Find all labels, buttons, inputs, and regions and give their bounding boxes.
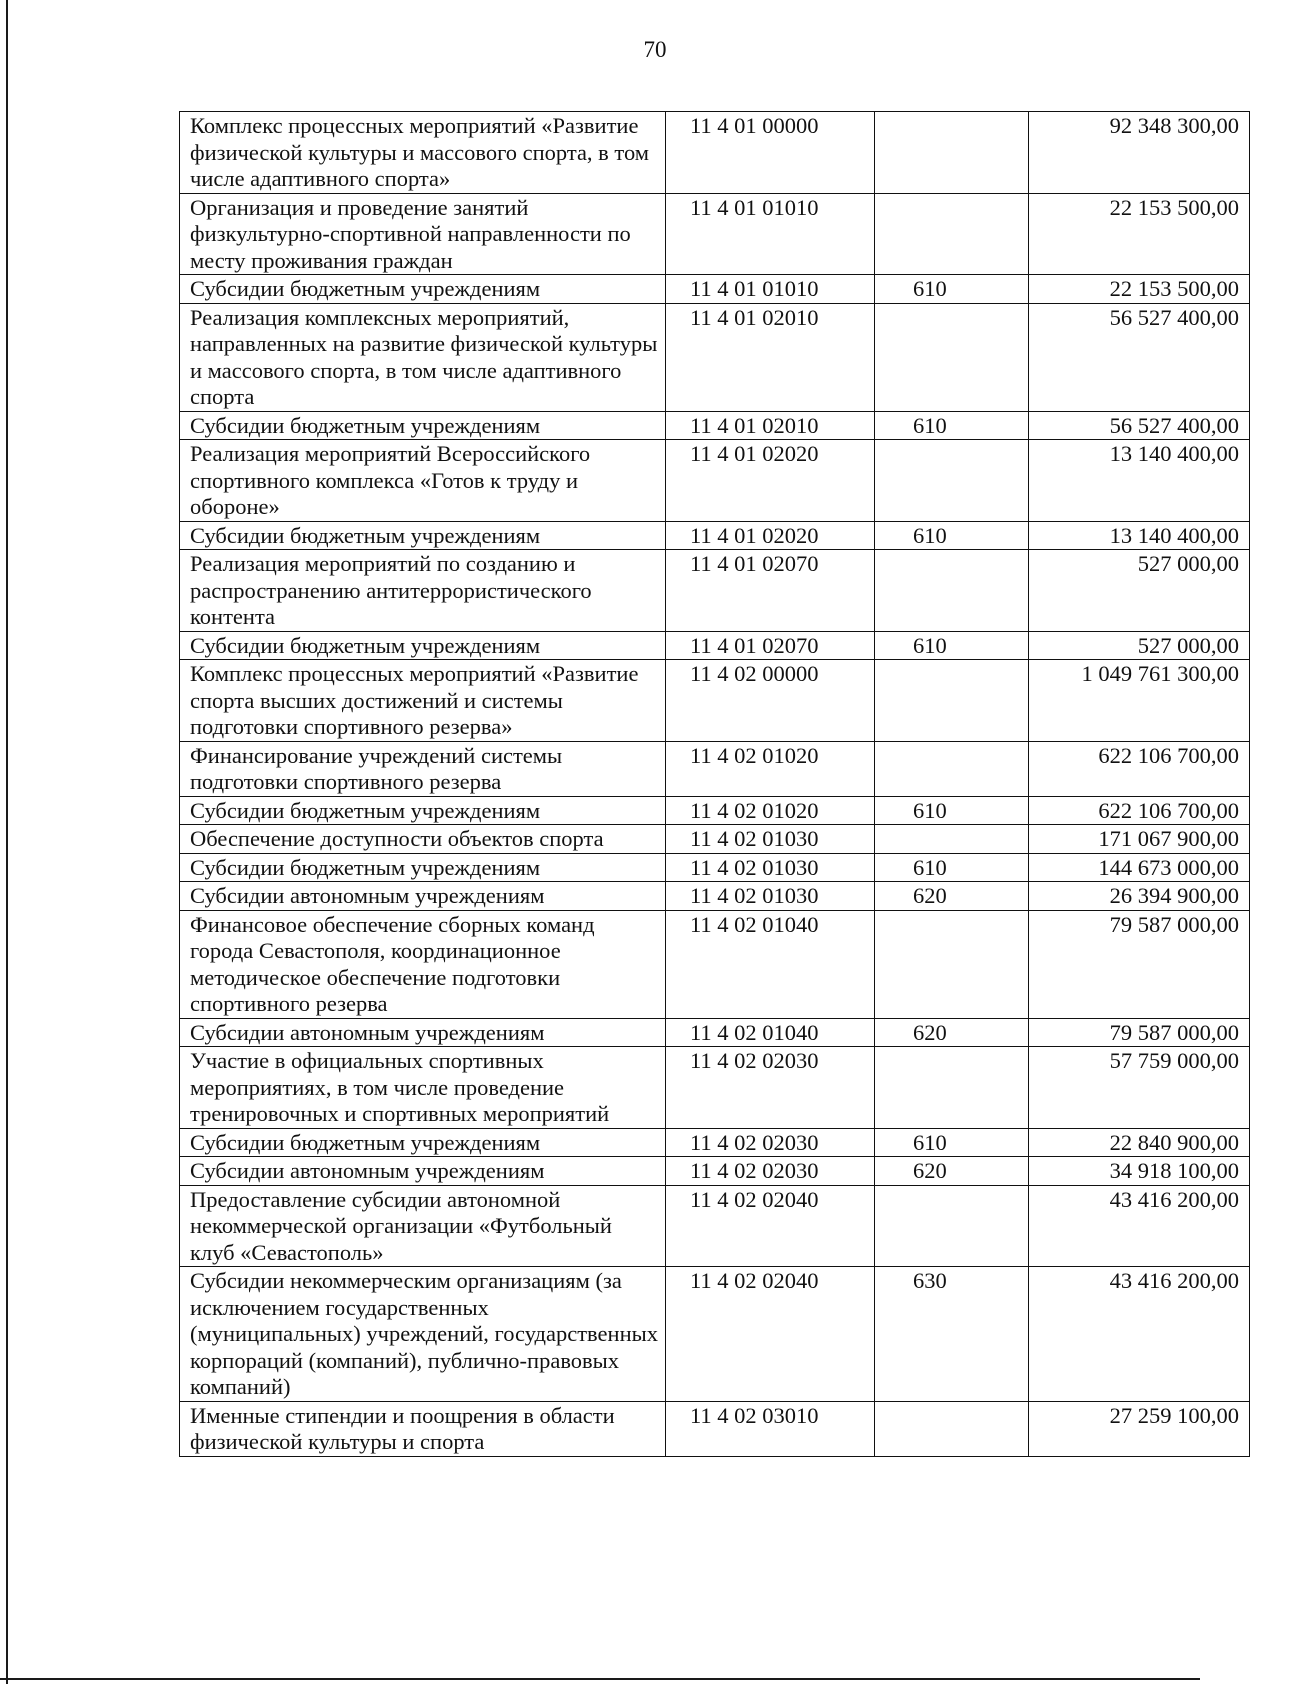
expense-name-cell: Субсидии некоммерческим организациям (за исключением государственных (муниципальных) учреждений, государственных корпораций (компаний), публично-правовых компаний) [180, 1267, 666, 1402]
table-row [180, 440, 1250, 522]
target-article-code-cell: 11 4 02 02040 [666, 1267, 875, 1402]
table-row [180, 1157, 1250, 1186]
expense-name-cell: Участие в официальных спортивных мероприятиях, в том числе проведение тренировочных и спортивных мероприятий [180, 1047, 666, 1129]
table-row [180, 550, 1250, 632]
expense-name-cell: Финансовое обеспечение сборных команд города Севастополя, координационное методическое обеспечение подготовки спортивного резерва [180, 910, 666, 1018]
table-row [180, 275, 1250, 304]
expense-name-cell: Финансирование учреждений системы подготовки спортивного резерва [180, 741, 666, 796]
expense-type-cell [875, 550, 1029, 632]
expense-name-cell: Реализация комплексных мероприятий, направленных на развитие физической культуры и массового спорта, в том числе адаптивного спорта [180, 303, 666, 411]
expense-type-cell: 630 [875, 1267, 1029, 1402]
target-article-code-cell: 11 4 02 01020 [666, 796, 875, 825]
expense-name-cell: Предоставление субсидии автономной некоммерческой организации «Футбольный клуб «Севастополь» [180, 1185, 666, 1267]
expense-name-cell: Реализация мероприятий Всероссийского спортивного комплекса «Готов к труду и обороне» [180, 440, 666, 522]
target-article-code-cell: 11 4 01 00000 [666, 112, 875, 194]
expense-type-cell [875, 440, 1029, 522]
table-row [180, 112, 1250, 194]
scan-border-bottom [0, 1678, 1200, 1680]
amount-cell: 144 673 000,00 [1029, 853, 1250, 882]
table-row [180, 303, 1250, 411]
table-row [180, 660, 1250, 742]
expense-type-cell: 610 [875, 631, 1029, 660]
amount-cell: 22 153 500,00 [1029, 193, 1250, 275]
amount-cell: 34 918 100,00 [1029, 1157, 1250, 1186]
target-article-code-cell: 11 4 02 01040 [666, 910, 875, 1018]
table-row [180, 1185, 1250, 1267]
expense-name-cell: Субсидии бюджетным учреждениям [180, 631, 666, 660]
target-article-code-cell: 11 4 02 01040 [666, 1018, 875, 1047]
amount-cell: 13 140 400,00 [1029, 521, 1250, 550]
amount-cell: 79 587 000,00 [1029, 1018, 1250, 1047]
amount-cell: 43 416 200,00 [1029, 1267, 1250, 1402]
expense-name-cell: Субсидии автономным учреждениям [180, 1157, 666, 1186]
expense-type-cell [875, 303, 1029, 411]
expense-type-cell: 610 [875, 1128, 1029, 1157]
table-row [180, 411, 1250, 440]
table-row [180, 1401, 1250, 1456]
table-row [180, 193, 1250, 275]
table-row [180, 796, 1250, 825]
target-article-code-cell: 11 4 02 01030 [666, 882, 875, 911]
target-article-code-cell: 11 4 01 02070 [666, 550, 875, 632]
expense-name-cell: Реализация мероприятий по созданию и распространению антитеррористического контента [180, 550, 666, 632]
table-row [180, 741, 1250, 796]
target-article-code-cell: 11 4 02 02030 [666, 1157, 875, 1186]
expense-type-cell: 610 [875, 521, 1029, 550]
expense-name-cell: Субсидии бюджетным учреждениям [180, 796, 666, 825]
amount-cell: 527 000,00 [1029, 550, 1250, 632]
expense-type-cell: 620 [875, 882, 1029, 911]
table-row [180, 1047, 1250, 1129]
amount-cell: 57 759 000,00 [1029, 1047, 1250, 1129]
amount-cell: 622 106 700,00 [1029, 741, 1250, 796]
expense-type-cell [875, 660, 1029, 742]
table-row [180, 521, 1250, 550]
expense-type-cell [875, 1185, 1029, 1267]
target-article-code-cell: 11 4 01 01010 [666, 275, 875, 304]
table-row [180, 910, 1250, 1018]
expense-type-cell: 620 [875, 1157, 1029, 1186]
target-article-code-cell: 11 4 02 00000 [666, 660, 875, 742]
table-row [180, 1018, 1250, 1047]
amount-cell: 43 416 200,00 [1029, 1185, 1250, 1267]
target-article-code-cell: 11 4 02 01020 [666, 741, 875, 796]
expense-name-cell: Обеспечение доступности объектов спорта [180, 825, 666, 854]
page-number: 70 [643, 37, 667, 62]
amount-cell: 27 259 100,00 [1029, 1401, 1250, 1456]
expense-name-cell: Субсидии бюджетным учреждениям [180, 853, 666, 882]
target-article-code-cell: 11 4 02 02030 [666, 1047, 875, 1129]
expense-name-cell: Комплекс процессных мероприятий «Развитие спорта высших достижений и системы подготовки спортивного резерва» [180, 660, 666, 742]
expense-type-cell: 610 [875, 796, 1029, 825]
amount-cell: 26 394 900,00 [1029, 882, 1250, 911]
amount-cell: 622 106 700,00 [1029, 796, 1250, 825]
table-row [180, 882, 1250, 911]
amount-cell: 13 140 400,00 [1029, 440, 1250, 522]
expense-type-cell: 610 [875, 411, 1029, 440]
expense-type-cell [875, 1401, 1029, 1456]
table-row [180, 631, 1250, 660]
expense-name-cell: Субсидии бюджетным учреждениям [180, 1128, 666, 1157]
target-article-code-cell: 11 4 02 01030 [666, 825, 875, 854]
target-article-code-cell: 11 4 02 01030 [666, 853, 875, 882]
amount-cell: 527 000,00 [1029, 631, 1250, 660]
expense-type-cell: 610 [875, 853, 1029, 882]
amount-cell: 79 587 000,00 [1029, 910, 1250, 1018]
expense-name-cell: Субсидии автономным учреждениям [180, 882, 666, 911]
budget-table-body [180, 112, 1250, 1457]
expense-name-cell: Субсидии автономным учреждениям [180, 1018, 666, 1047]
amount-cell: 22 840 900,00 [1029, 1128, 1250, 1157]
expense-name-cell: Субсидии бюджетным учреждениям [180, 275, 666, 304]
target-article-code-cell: 11 4 02 03010 [666, 1401, 875, 1456]
target-article-code-cell: 11 4 01 01010 [666, 193, 875, 275]
target-article-code-cell: 11 4 02 02030 [666, 1128, 875, 1157]
expense-name-cell: Субсидии бюджетным учреждениям [180, 411, 666, 440]
target-article-code-cell: 11 4 01 02010 [666, 411, 875, 440]
amount-cell: 1 049 761 300,00 [1029, 660, 1250, 742]
expense-type-cell: 610 [875, 275, 1029, 304]
budget-table [179, 111, 1250, 1457]
target-article-code-cell: 11 4 01 02020 [666, 521, 875, 550]
expense-type-cell [875, 825, 1029, 854]
expense-type-cell [875, 193, 1029, 275]
table-row [180, 1267, 1250, 1402]
expense-type-cell [875, 1047, 1029, 1129]
amount-cell: 56 527 400,00 [1029, 411, 1250, 440]
amount-cell: 171 067 900,00 [1029, 825, 1250, 854]
table-row [180, 825, 1250, 854]
amount-cell: 92 348 300,00 [1029, 112, 1250, 194]
expense-name-cell: Комплекс процессных мероприятий «Развитие физической культуры и массового спорта, в том числе адаптивного спорта» [180, 112, 666, 194]
expense-name-cell: Субсидии бюджетным учреждениям [180, 521, 666, 550]
amount-cell: 56 527 400,00 [1029, 303, 1250, 411]
expense-type-cell: 620 [875, 1018, 1029, 1047]
target-article-code-cell: 11 4 01 02010 [666, 303, 875, 411]
table-row [180, 853, 1250, 882]
target-article-code-cell: 11 4 02 02040 [666, 1185, 875, 1267]
scan-border-left [6, 0, 8, 1684]
table-row [180, 1128, 1250, 1157]
expense-name-cell: Именные стипендии и поощрения в области физической культуры и спорта [180, 1401, 666, 1456]
expense-type-cell [875, 112, 1029, 194]
expense-name-cell: Организация и проведение занятий физкультурно-спортивной направленности по месту проживания граждан [180, 193, 666, 275]
amount-cell: 22 153 500,00 [1029, 275, 1250, 304]
expense-type-cell [875, 741, 1029, 796]
target-article-code-cell: 11 4 01 02070 [666, 631, 875, 660]
target-article-code-cell: 11 4 01 02020 [666, 440, 875, 522]
expense-type-cell [875, 910, 1029, 1018]
